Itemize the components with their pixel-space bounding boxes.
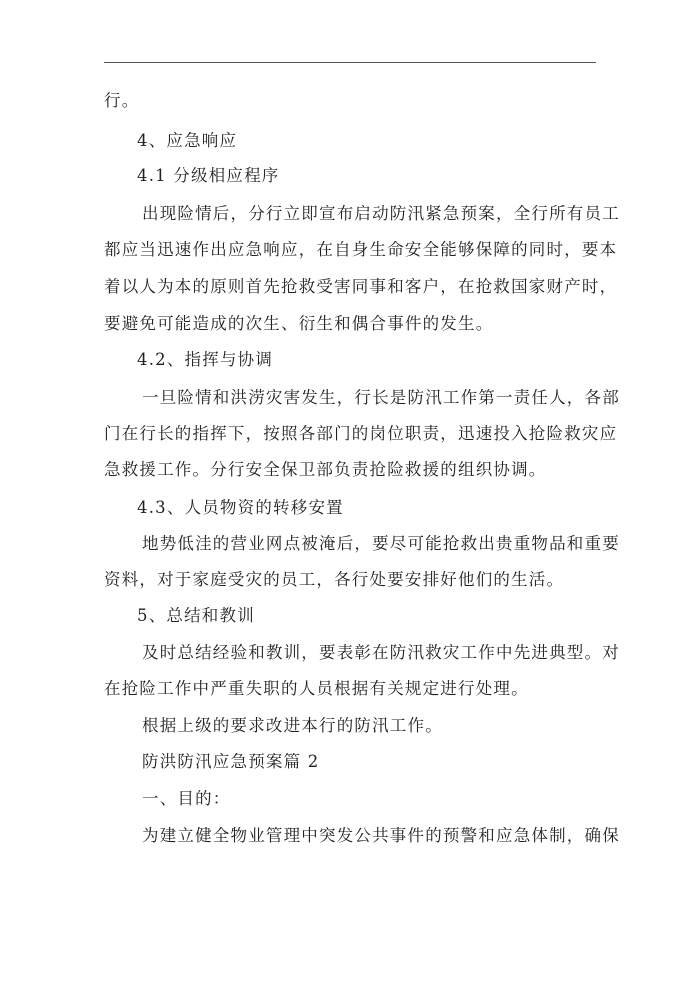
- subsection-heading: 4.3、人员物资的转移安置: [137, 498, 344, 517]
- section-heading: 一、目的：: [142, 789, 231, 808]
- paragraph-line: 急救援工作。分行安全保卫部负责抢险救援的组织协调。: [104, 460, 547, 479]
- paragraph-line: 在抢险工作中严重失职的人员根据有关规定进行处理。: [104, 679, 529, 698]
- section-heading: 4、应急响应: [137, 131, 238, 150]
- paragraph-line: 门在行长的指挥下，按照各部门的岗位职责，迅速投入抢险救灾应: [104, 424, 618, 443]
- paragraph-line: 都应当迅速作出应急响应，在自身生命安全能够保障的同时，要本: [104, 240, 618, 259]
- subsection-heading: 4.2、指挥与协调: [137, 350, 274, 369]
- paragraph-line: 根据上级的要求改进本行的防汛工作。: [142, 716, 443, 735]
- paragraph-line: 地势低洼的营业网点被淹后，要尽可能抢救出贵重物品和重要: [142, 534, 620, 553]
- header-rule: [104, 62, 596, 63]
- paragraph-line: 一旦险情和洪涝灾害发生，行长是防汛工作第一责任人，各部: [142, 388, 620, 407]
- document-title: 防洪防汛应急预案篇 2: [142, 752, 320, 771]
- paragraph-line: 出现险情后，分行立即宣布启动防汛紧急预案，全行所有员工: [142, 204, 620, 223]
- subsection-heading: 4.1 分级相应程序: [137, 166, 280, 185]
- paragraph-line: 为建立健全物业管理中突发公共事件的预警和应急体制，确保: [142, 826, 620, 845]
- paragraph-line: 着以人为本的原则首先抢救受害同事和客户，在抢救国家财产时，: [104, 277, 618, 296]
- paragraph-line: 资料，对于家庭受灾的员工，各行处要安排好他们的生活。: [104, 570, 565, 589]
- paragraph-line: 及时总结经验和教训，要表彰在防汛救灾工作中先进典型。对: [142, 643, 620, 662]
- section-heading: 5、总结和教训: [137, 606, 255, 625]
- text-line: 行。: [104, 91, 140, 110]
- paragraph-line: 要避免可能造成的次生、衍生和偶合事件的发生。: [104, 314, 494, 333]
